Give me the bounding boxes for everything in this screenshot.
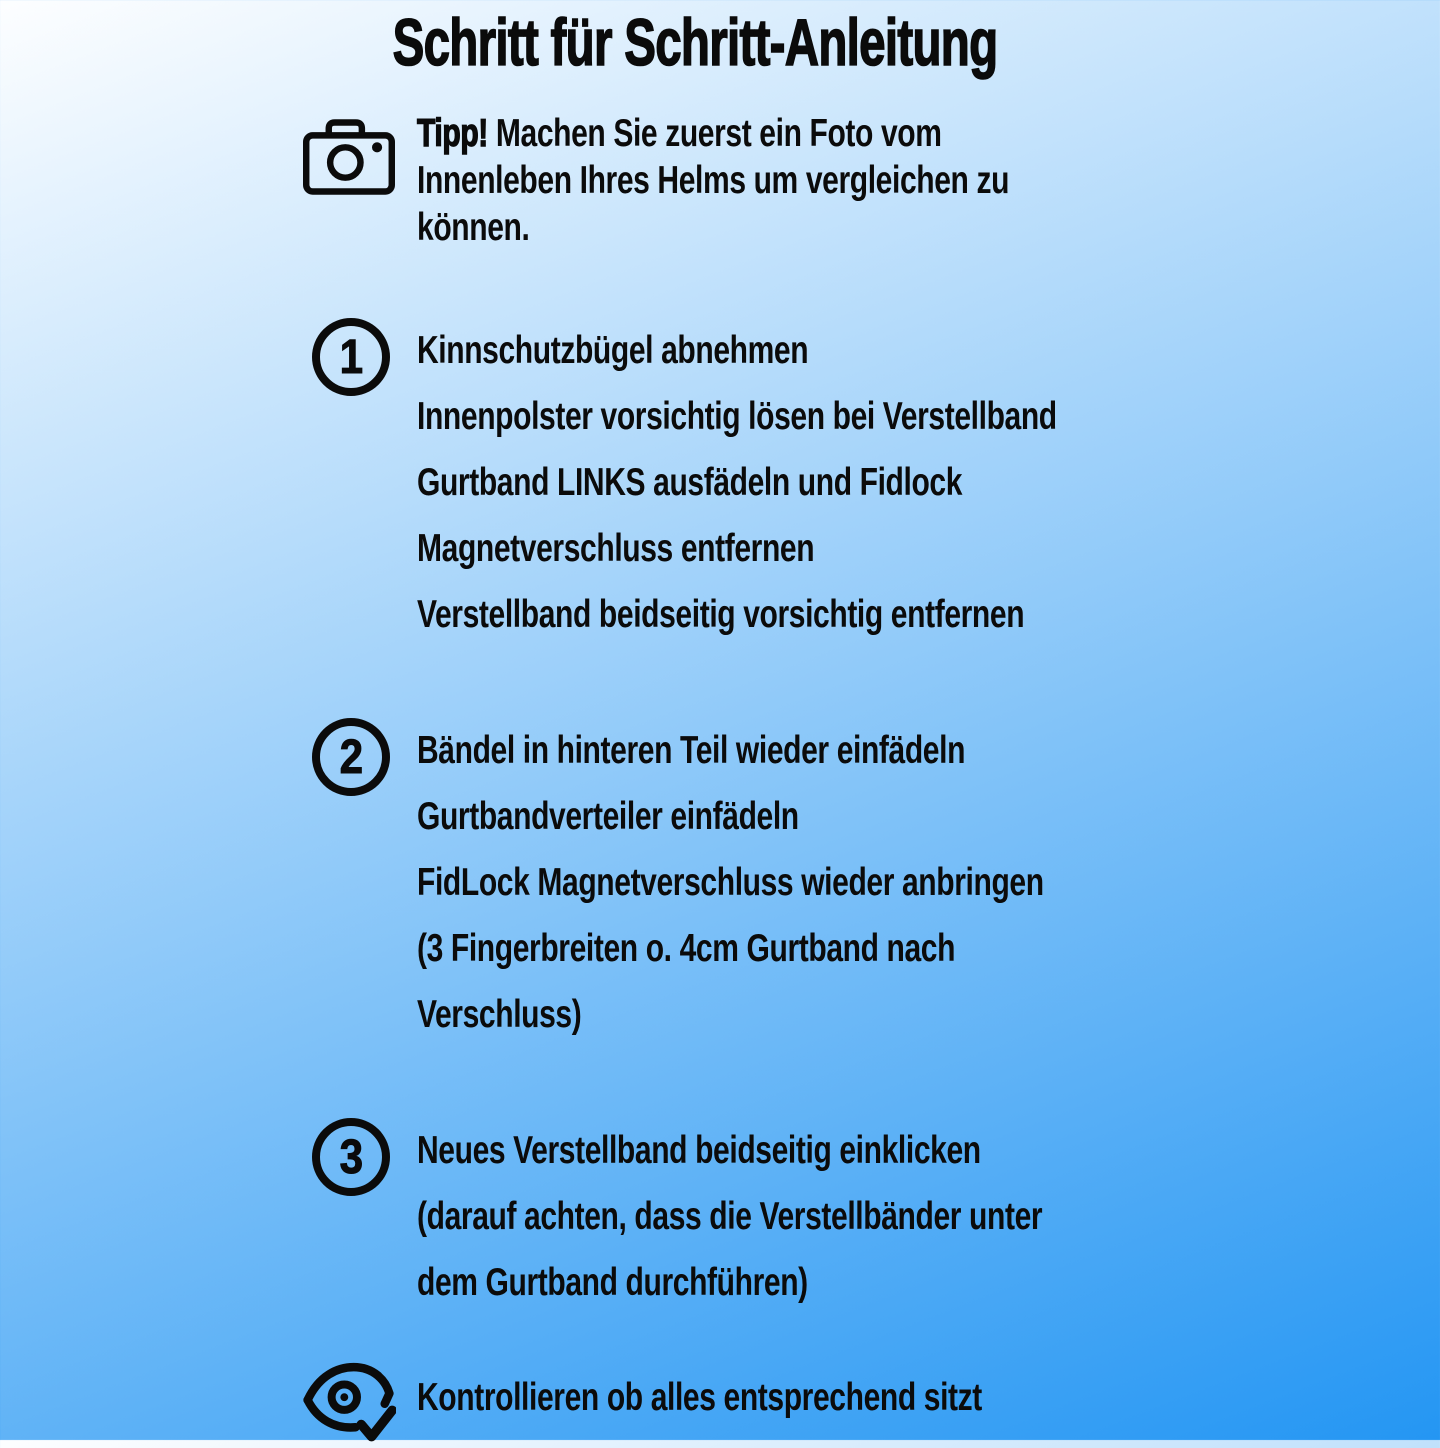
- step-line: (3 Fingerbreiten o. 4cm Gurtband nach: [417, 927, 956, 970]
- step-1-section: [300, 318, 1248, 648]
- step-1-number-icon: 1: [312, 318, 390, 396]
- step-line: Kinnschutzbügel abnehmen: [417, 329, 809, 372]
- tip-line: können.: [417, 206, 530, 249]
- tip-line: Tipp! Machen Sie zuerst ein Foto vom: [417, 112, 942, 155]
- step-2-section: [300, 718, 1231, 1048]
- step-3-text: [417, 1118, 1042, 1316]
- step-line: Verschluss): [417, 993, 582, 1036]
- step-line: dem Gurtband durchführen): [417, 1261, 808, 1304]
- check-section: [300, 1348, 1151, 1448]
- step-3-icon-box: [300, 1118, 417, 1196]
- tip-section: [300, 108, 1186, 251]
- page-title: Schritt für Schritt-Anleitung: [392, 5, 998, 79]
- step-3-section: [300, 1118, 1229, 1316]
- step-line: Gurtbandverteiler einfädeln: [417, 795, 799, 838]
- step-2-number-icon: 2: [312, 718, 390, 796]
- step-line: Magnetverschluss entfernen: [417, 527, 815, 570]
- step-line: Gurtband LINKS ausfädeln und Fidlock: [417, 461, 963, 504]
- step-line: Innenpolster vorsichtig lösen bei Verstellband: [417, 395, 1057, 438]
- step-line: FidLock Magnetverschluss wieder anbringen: [417, 861, 1044, 904]
- tip-icon-box: [300, 108, 417, 196]
- camera-icon: [303, 118, 395, 196]
- tip-text: [417, 110, 1009, 251]
- step-line: Neues Verstellband beidseitig einklicken: [417, 1129, 981, 1172]
- step-line: Verstellband beidseitig vorsichtig entfernen: [417, 593, 1025, 636]
- step-line: (darauf achten, dass die Verstellbänder unter: [417, 1195, 1043, 1238]
- step-1-text: [417, 318, 1057, 648]
- tip-line: Innenleben Ihres Helms um vergleichen zu: [417, 159, 1010, 202]
- check-text: Kontrollieren ob alles entsprechend sitzt: [417, 1376, 982, 1419]
- step-line: Bändel in hinteren Teil wieder einfädeln: [417, 729, 966, 772]
- step-2-icon-box: [300, 718, 417, 796]
- tip-label: Tipp!: [417, 112, 488, 155]
- step-1-icon-box: [300, 318, 417, 396]
- step-2-text: [417, 718, 1044, 1048]
- eye-check-icon: [302, 1352, 396, 1448]
- check-icon-box: [300, 1348, 417, 1448]
- step-3-number-icon: 3: [312, 1118, 390, 1196]
